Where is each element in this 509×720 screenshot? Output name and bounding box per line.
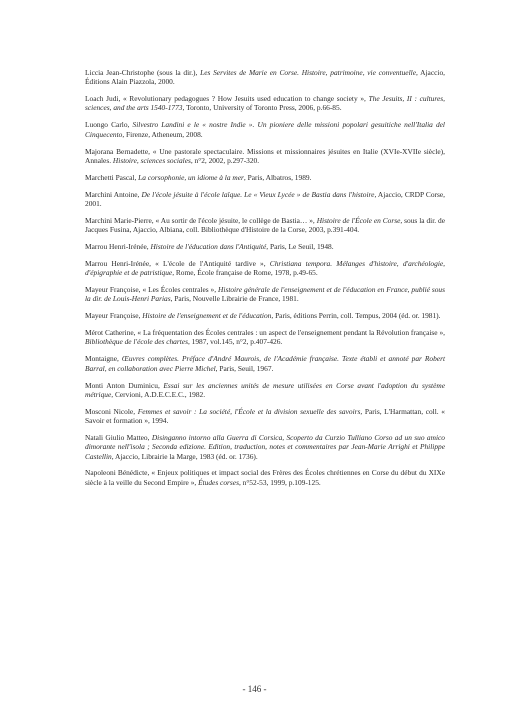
bibliography-entry — [85, 147, 445, 166]
entry-title: Essai sur les anciennes unités de mesure utilisées en Corse avant l'adoption du système métrique — [85, 380, 445, 399]
bibliography-entry — [85, 242, 445, 251]
entry-text: Natali Giulio Matteo, — [85, 432, 152, 442]
entry-title: Œuvres complètes. Préface d'André Maurois, de l'Académie française. Texte établi et annoté par Robert Barral, en collaboration avec Pierre Michel — [85, 354, 446, 373]
bibliography-entry — [85, 433, 445, 461]
bibliography-entry — [85, 94, 445, 113]
entry-text: Loach Judi, « Revolutionary pedagogues ? How Jesuits used education to change society », — [85, 94, 369, 104]
entry-title: Histoire de l'École en Corse — [316, 215, 401, 225]
entry-title: Les Servites de Marie en Corse. Histoire, patrimoine, vie conventuelle — [200, 68, 416, 77]
entry-title: La corsophonie, un idiome à la mer — [138, 172, 244, 182]
entry-text: Marchini Antoine, — [85, 189, 142, 199]
entry-title: Histoire de l'enseignement et de l'éducation — [142, 311, 272, 321]
bibliography-entry — [85, 120, 445, 139]
entry-text: , Ajaccio, Éditions Alain Piazzola, 2000. — [85, 68, 445, 87]
entry-text: , sous la dir. de Jacques Fusina, Ajaccio, Albiana, coll. Bibliothèque d'Histoire de la Corse, 2003, p.391-404. — [85, 215, 445, 235]
entry-text: Majorana Bernadette, « Une pastorale spectaculaire. Missions et missionnaires jésuites en Italie (XVIe-XVIIe siècle), Annales. — [85, 146, 445, 165]
bibliography-entry — [85, 173, 445, 182]
bibliography-entry — [85, 407, 445, 426]
bibliography-entry — [85, 328, 445, 347]
page-number: - 146 - — [242, 684, 267, 694]
entry-title: Femmes et savoir : La société, l'École et la division sexuelle des savoirs — [137, 406, 361, 416]
entry-text: , Paris, Seuil, 1967. — [215, 363, 274, 373]
entry-text: Mérot Catherine, « La fréquentation des Écoles centrales : un aspect de l'enseignement pendant la Révolution française », — [85, 328, 445, 338]
entry-text: , Ajaccio, Librairie la Marge, 1983 (éd. or. 1736). — [111, 451, 258, 461]
entry-text: Marchetti Pascal, — [85, 172, 139, 182]
entry-text: Mayeur Françoise, « Les Écoles centrales », — [85, 285, 219, 295]
entry-title: Histoire de l'éducation dans l'Antiquité — [150, 242, 267, 252]
entry-text: , Firenze, Atheneum, 2008. — [122, 129, 203, 139]
entry-title: Silvestro Landini e le « nostre Indie ». Un pioniere delle missioni popolari gesuitiche nell'Italia del Cinquecento — [85, 120, 445, 139]
bibliography-entry — [85, 468, 445, 487]
bibliography-entry — [85, 68, 445, 87]
entry-text: Montaigne, — [85, 354, 122, 364]
bibliography-entry — [85, 381, 445, 400]
entry-title: De l'école jésuite à l'école laïque. Le « Vieux Lycée » de Bastia dans l'histoire — [141, 189, 375, 199]
bibliography-entry — [85, 285, 445, 304]
entry-text: Mayeur Françoise, — [85, 311, 143, 321]
entry-text: , 1987, vol.145, n°2, p.407-426. — [187, 337, 283, 347]
entry-text: , Cervioni, A.D.E.C.E.C., 1982. — [111, 389, 206, 399]
entry-text: Mosconi Nicole, — [85, 406, 138, 416]
entry-title: Histoire générale de l'enseignement et de l'éducation en France, publié sous la dir. de Louis-Henri Parias — [85, 285, 445, 304]
bibliography-entry — [85, 190, 445, 209]
bibliography-entry — [85, 311, 445, 320]
bibliography-list — [85, 68, 445, 495]
bibliography-entry — [85, 354, 445, 373]
entry-text: , Paris, Albatros, 1989. — [243, 172, 312, 182]
entry-text: , Paris, Le Seuil, 1948. — [266, 242, 334, 252]
entry-title: Disinganno intorno alla Guerra di Corsica, Scoperto da Curzio Tulliano Corso ad un suo amico dimorante nell'isola ; Seconda edizione. Edition, traduction, notes et commentaires par Jean-Marie Arrighi et Philippe Castellin — [85, 432, 445, 461]
entry-text: Luongo Carlo, — [85, 120, 133, 130]
entry-text: , Paris, L'Harmattan, coll. « Savoir et formation », 1994. — [85, 406, 445, 426]
bibliography-entry — [85, 259, 445, 278]
entry-title: Histoire, sciences sociales — [112, 155, 191, 165]
bibliography-entry — [85, 216, 445, 235]
entry-text: Marrou Henri-Irénée, « L'école de l'Antiquité tardive », — [85, 258, 270, 268]
entry-title: Études corses — [198, 477, 239, 487]
entry-text: , Toronto, University of Toronto Press, 2006, p.66-85. — [182, 103, 342, 113]
entry-text: Marchini Marie-Pierre, « Au sortir de l'école jésuite, le collège de Bastia… », — [85, 215, 317, 225]
entry-title: The Jesuits, II : cultures, sciences, and the arts 1540-1773 — [85, 94, 445, 113]
entry-text: Liccia Jean-Christophe (sous la dir.), — [85, 68, 201, 77]
entry-text: , n°52-53, 1999, p.109-125. — [238, 477, 321, 487]
entry-text: Napoleoni Bénédicte, « Enjeux politiques et impact social des Frères des Écoles chrétiennes en Corse du début du XIXe siècle à la veille du Second Empire », — [85, 468, 445, 487]
entry-text: Monti Anton Duminicu, — [85, 380, 164, 390]
entry-text: , Ajaccio, CRDP Corse, 2001. — [85, 189, 445, 208]
entry-text: , Paris, éditions Perrin, coll. Tempus, 2004 (éd. or. 1981). — [271, 311, 441, 321]
entry-text: Marrou Henri-Irénée, — [85, 242, 151, 252]
entry-text: , Paris, Nouvelle Librairie de France, 1981. — [170, 294, 299, 304]
entry-text: , n°2, 2002, p.297-320. — [190, 155, 260, 165]
entry-title: Christiana tempora. Mélanges d'histoire, d'archéologie, d'épigraphie et de patristique — [85, 258, 445, 278]
entry-title: Bibliothèque de l'école des chartes — [85, 337, 188, 347]
entry-text: , Rome, École française de Rome, 1978, p.49-65. — [172, 268, 318, 278]
